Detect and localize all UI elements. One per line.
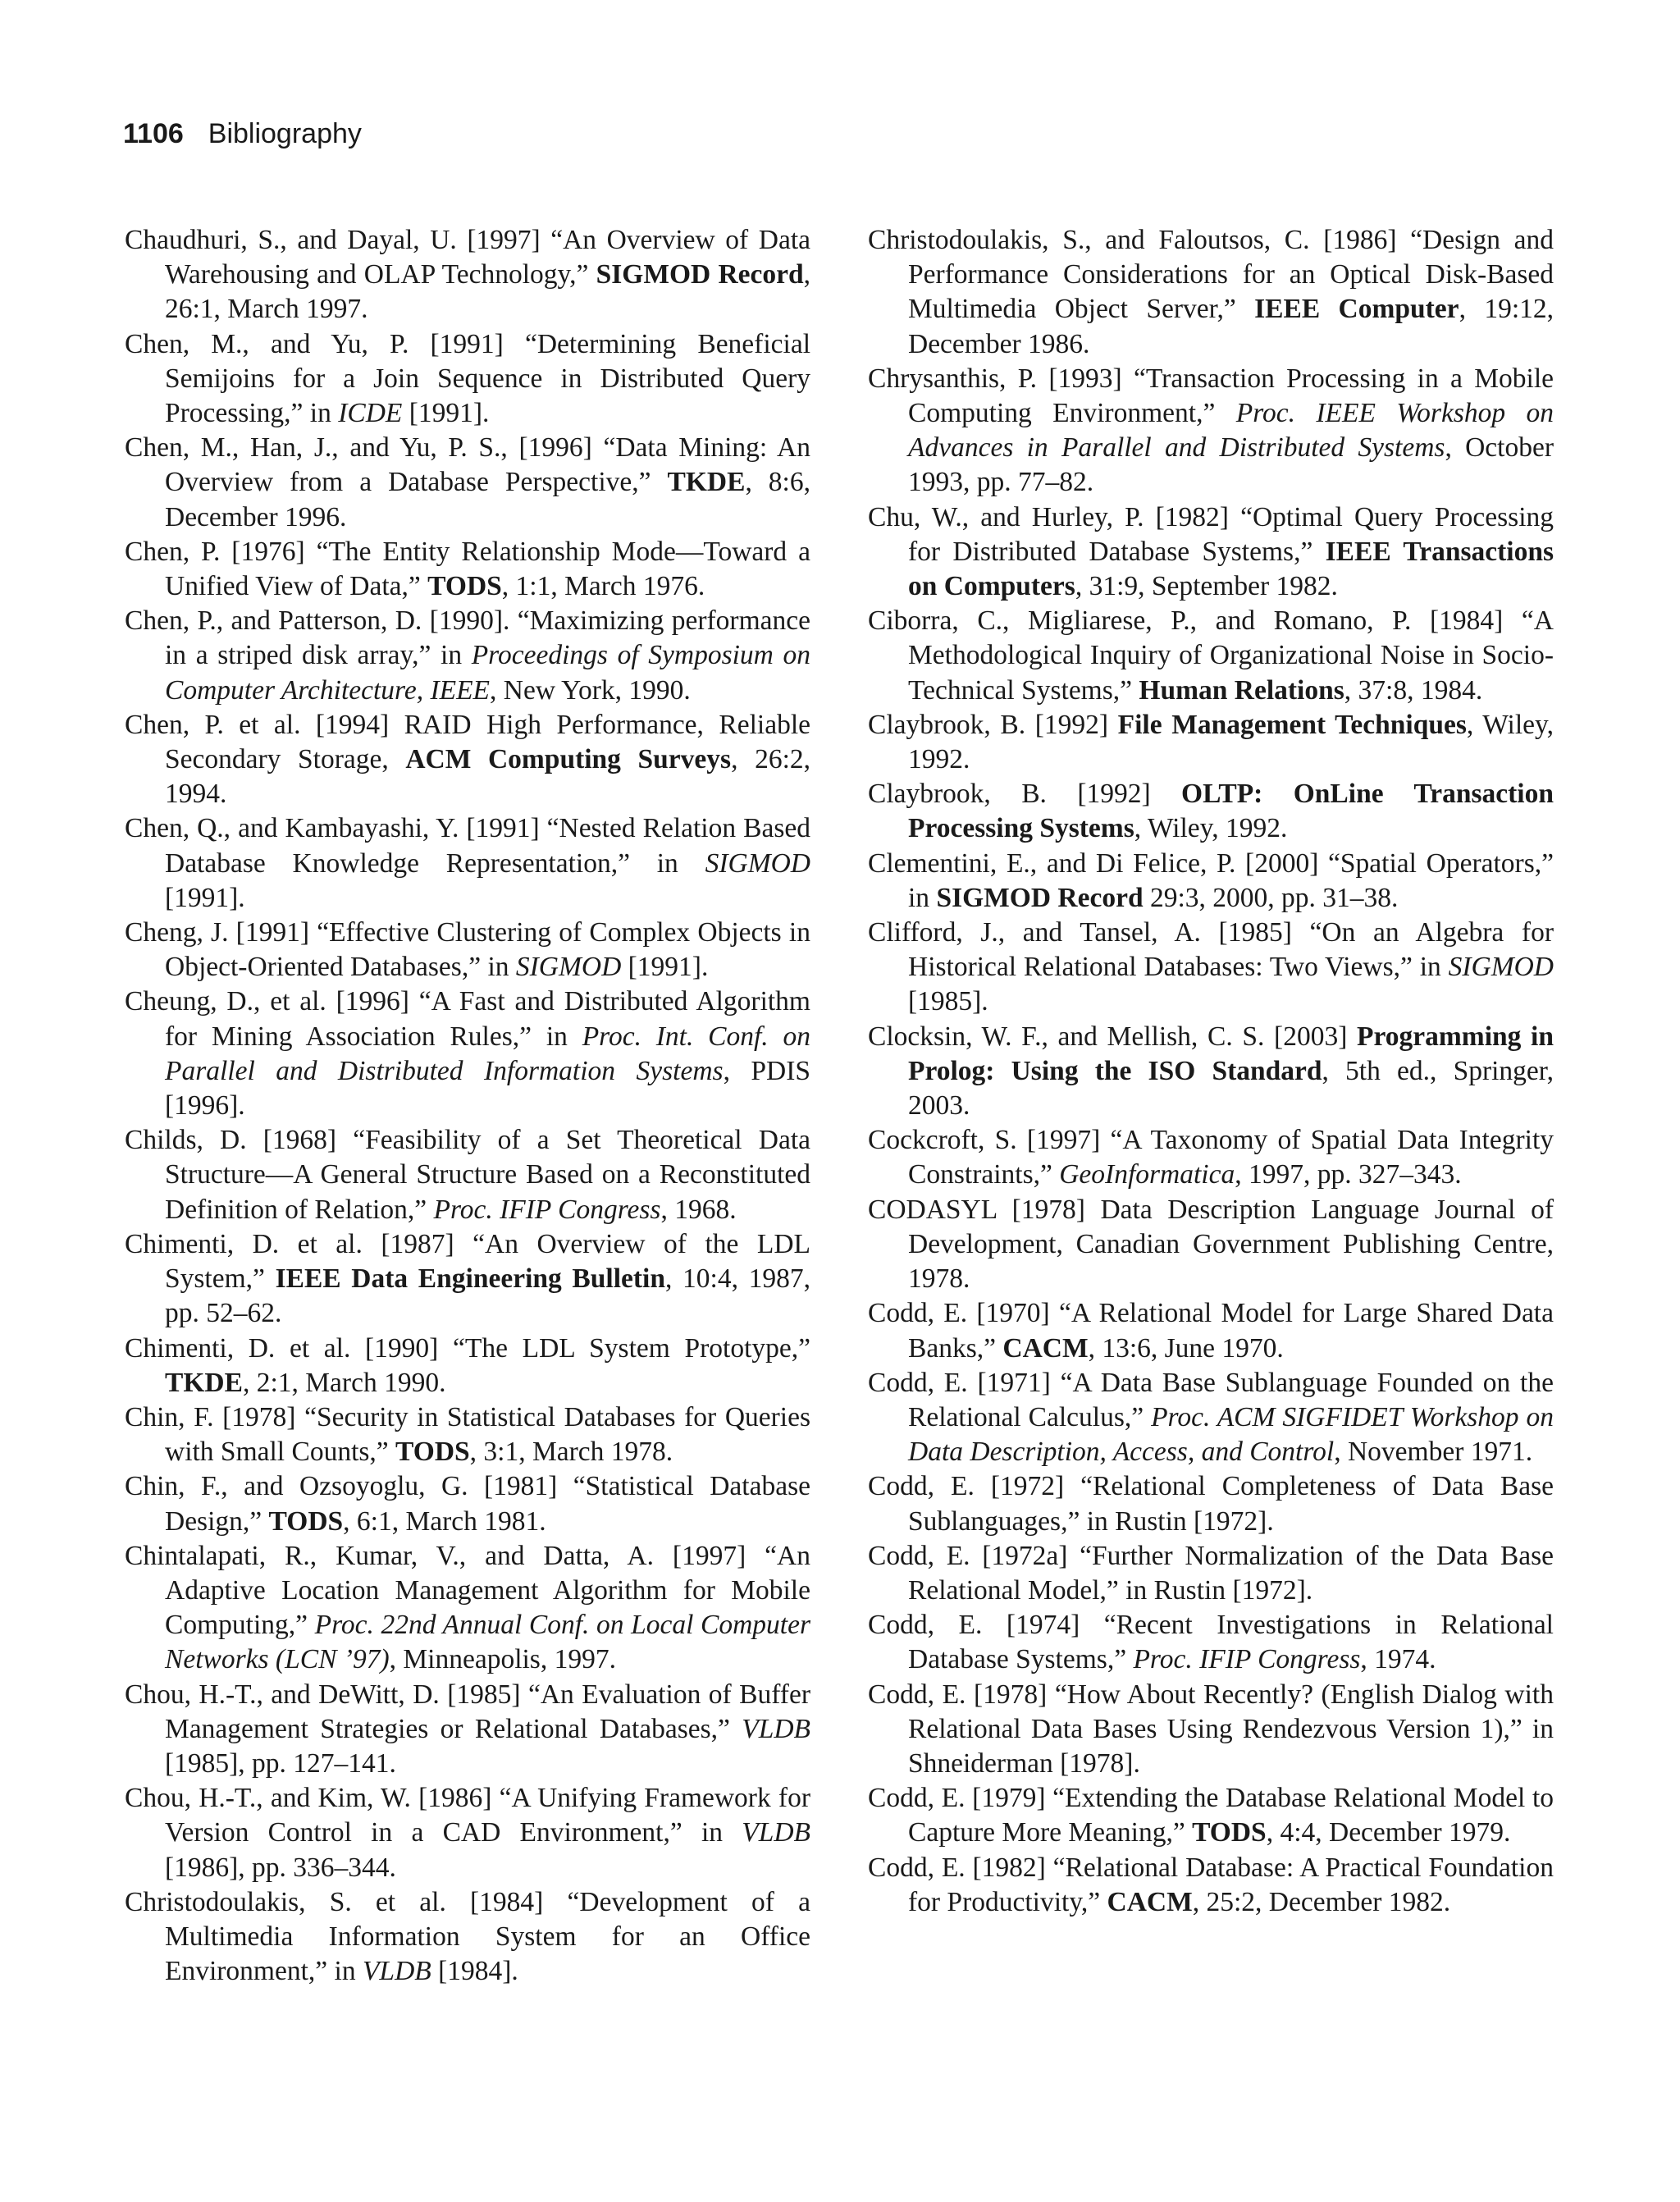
entry-text: Chrysanthis, P. [1993] “Transaction Processing in a Mobile Computing Environment,” [868,363,1554,429]
bibliography-entry [125,535,810,604]
entry-text: [1991]. [402,398,490,429]
bibliography-entry [868,1193,1554,1297]
bibliography-entry [125,1400,810,1469]
entry-text: Cheng, J. [1991] “Effective Clustering of Complex Objects in Object-Oriented Databases,” in [125,917,810,983]
entry-source-italic: VLDB [742,1713,810,1744]
entry-source-bold: ACM Computing Surveys [405,744,732,775]
entry-text: , Minneapolis, 1997. [389,1644,616,1675]
entry-source-bold: Programming in Prolog: Using the ISO Standard [908,1021,1554,1086]
entry-source-bold: Human Relations [1139,674,1344,706]
entry-source-italic: Proc. ACM SIGFIDET Workshop on Data Description, Access, and Control [908,1401,1554,1468]
entry-source-italic: Proc. 22nd Annual Conf. on Local Computer Networks (LCN ’97) [165,1610,811,1675]
entry-text: Claybrook, B. [1992] [868,779,1182,810]
entry-source-bold: TODS [1192,1817,1267,1848]
entry-text: [1985]. [908,986,988,1017]
entry-text: Chen, Q., and Kambayashi, Y. [1991] “Nested Relation Based Database Knowledge Representation,” in [125,813,810,879]
bibliography-entry [868,777,1554,846]
entry-text: [1991]. [165,882,245,913]
entry-text: Christodoulakis, S., and Faloutsos, C. [1986] “Design and Performance Considerations for an Optical Disk-Based Multimedia Object Server,” [868,225,1554,325]
entry-text: , 1997, pp. 327–343. [1235,1159,1462,1190]
entry-source-bold: IEEE Transactions on Computers [908,536,1554,602]
entry-text: Clifford, J., and Tansel, A. [1985] “On an Algebra for Historical Relational Databases: Two Views,” in [868,917,1554,983]
entry-text: Chen, M., Han, J., and Yu, P. S., [1996] “Data Mining: An Overview from a Database Perspective,” [125,432,810,498]
bibliography-entry [868,1296,1554,1365]
bibliography-entry [868,708,1554,777]
entry-text: [1991]. [621,952,709,983]
entry-text: Codd, E. [1982] “Relational Database: A Practical Foundation for Productivity,” [868,1852,1554,1917]
bibliography-entry [868,500,1554,605]
entry-text: , 10:4, 1987, pp. 52–62. [165,1263,810,1329]
entry-text: [1984]. [431,1956,518,1987]
entry-text: Chin, F., and Ozsoyoglu, G. [1981] “Statistical Database Design,” [125,1471,810,1537]
entry-text: Chen, P., and Patterson, D. [1990]. “Maximizing performance in a striped disk array,” in [125,605,810,671]
bibliography-entry [868,1366,1554,1470]
entry-source-italic: ICDE [338,398,403,429]
entry-text: Codd, E. [1978] “How About Recently? (English Dialog with Relational Data Bases Using Rendezvous Version 1),” in Shneiderman [1978]. [868,1679,1554,1779]
bibliography-entry [868,1678,1554,1782]
entry-text: Chaudhuri, S., and Dayal, U. [1997] “An Overview of Data Warehousing and OLAP Technology,” [125,225,810,290]
bibliography-entry [868,1851,1554,1920]
entry-text: Clocksin, W. F., and Mellish, C. S. [2003] [868,1021,1358,1052]
entry-text: Chen, P. [1976] “The Entity Relationship Mode—Toward a Unified View of Data,” [125,536,810,602]
bibliography-entry [125,431,810,535]
entry-source-bold: TODS [395,1437,470,1468]
bibliography-entry [868,604,1554,708]
entry-text: Cockcroft, S. [1997] “A Taxonomy of Spatial Data Integrity Constraints,” [868,1125,1554,1190]
entry-text: Codd, E. [1974] “Recent Investigations in Relational Database Systems,” [868,1610,1554,1675]
entry-text: Chen, M., and Yu, P. [1991] “Determining Beneficial Semijoins for a Join Sequence in Distributed Query Processing,” in [125,328,810,429]
entry-text: , 19:12, December 1986. [908,294,1554,359]
entry-source-italic: SIGMOD [515,952,622,983]
entry-source-bold: IEEE Data Engineering Bulletin [275,1263,665,1295]
entry-source-italic: Proc. IEEE Workshop on Advances in Parallel and Distributed Systems [908,398,1554,464]
entry-source-italic: SIGMOD [705,847,810,879]
entry-text: , 4:4, December 1979. [1266,1817,1511,1848]
entry-text: , 25:2, December 1982. [1192,1886,1451,1917]
bibliography-entry [868,1539,1554,1608]
entry-text: Codd, E. [1979] “Extending the Database Relational Model to Capture More Meaning,” [868,1783,1554,1848]
bibliography-entry [125,1885,810,1990]
entry-text: Claybrook, B. [1992] [868,709,1118,740]
entry-text: [1985], pp. 127–141. [165,1747,396,1779]
bibliography-entry [125,811,810,916]
bibliography-entry [125,1781,810,1885]
entry-text: Codd, E. [1971] “A Data Base Sublanguage Founded on the Relational Calculus,” [868,1367,1554,1432]
entry-text: Chintalapati, R., Kumar, V., and Datta, A. [1997] “An Adaptive Location Management Algorithm for Mobile Computing,” [125,1540,810,1641]
bibliography-column-left [125,223,810,1989]
page-number: 1106 [123,118,184,149]
entry-text: , 37:8, 1984. [1344,674,1483,706]
entry-source-italic: Proceedings of Symposium on Computer Architecture, IEEE [165,640,810,706]
entry-source-bold: CACM [1107,1886,1193,1917]
entry-text: , Wiley, 1992. [908,709,1554,775]
bibliography-column-right [868,223,1554,1920]
entry-text: , 26:1, March 1997. [165,259,810,325]
entry-text: , 1974. [1360,1644,1436,1675]
bibliography-entry [125,1539,810,1678]
bibliography-entry [868,1608,1554,1677]
entry-text: Clementini, E., and Di Felice, P. [2000] “Spatial Operators,” in [868,847,1554,913]
bibliography-entry [868,223,1554,362]
entry-source-italic: GeoInformatica [1059,1159,1235,1190]
entry-text: Chimenti, D. et al. [1987] “An Overview of the LDL System,” [125,1228,810,1295]
entry-text: , Wiley, 1992. [1134,813,1288,844]
running-head: Bibliography [208,118,362,149]
entry-text: , 5th ed., Springer, 2003. [908,1055,1554,1122]
entry-text: Codd, E. [1970] “A Relational Model for Large Shared Data Banks,” [868,1298,1554,1364]
entry-text: , 6:1, March 1981. [343,1505,546,1537]
entry-text: , 13:6, June 1970. [1088,1332,1284,1364]
page-header [123,118,362,158]
entry-text: , New York, 1990. [490,674,691,706]
entry-text: Codd, E. [1972a] “Further Normalization of the Data Base Relational Model,” in Rustin [1972]. [868,1540,1554,1606]
entry-text: Chou, H.-T., and DeWitt, D. [1985] “An Evaluation of Buffer Management Strategies or Relational Databases,” [125,1679,810,1744]
entry-source-bold: CACM [1002,1332,1089,1364]
entry-text: Chou, H.-T., and Kim, W. [1986] “A Unifying Framework for Version Control in a CAD Environment,” in [125,1783,810,1848]
bibliography-entry [868,1469,1554,1538]
entry-text: Childs, D. [1968] “Feasibility of a Set Theoretical Data Structure—A General Structure Based on a Reconstituted Definition of Relation,” [125,1125,810,1225]
entry-text: , November 1971. [1334,1437,1533,1468]
entry-text: Chin, F. [1978] “Security in Statistical Databases for Queries with Small Counts,” [125,1401,810,1468]
bibliography-entry [125,1332,810,1400]
bibliography-entry [125,708,810,812]
entry-source-italic: VLDB [742,1817,810,1848]
entry-source-bold: File Management Techniques [1117,709,1467,740]
bibliography-entry [868,916,1554,1020]
entry-text: Chen, P. et al. [1994] RAID High Performance, Reliable Secondary Storage, [125,709,810,775]
bibliography-entry [125,1469,810,1538]
entry-source-bold: SIGMOD Record [596,259,804,290]
entry-text: , 1:1, March 1976. [501,571,705,602]
entry-source-bold: TKDE [165,1367,243,1398]
entry-source-bold: IEEE Computer [1254,294,1459,325]
entry-text: , 1968. [660,1194,737,1225]
entry-text: Codd, E. [1972] “Relational Completeness of Data Base Sublanguages,” in Rustin [1972]. [868,1471,1554,1537]
entry-text: , PDIS [1996]. [165,1055,810,1122]
bibliography-entry [125,223,810,327]
entry-text: , 31:9, September 1982. [1075,571,1338,602]
entry-text: , 26:2, 1994. [165,744,811,810]
entry-text: , October 1993, pp. 77–82. [908,432,1554,498]
entry-source-italic: Proc. IFIP Congress [433,1194,661,1225]
bibliography-entry [125,1678,810,1782]
entry-text: , 3:1, March 1978. [469,1437,673,1468]
entry-source-bold: TODS [268,1505,344,1537]
bibliography-entry [868,847,1554,916]
entry-text: , 2:1, March 1990. [242,1367,446,1398]
entry-text: Chu, W., and Hurley, P. [1982] “Optimal Query Processing for Distributed Database Systems,” [868,501,1554,567]
entry-text: CODASYL [1978] Data Description Language Journal of Development, Canadian Government Publishing Centre, 1978. [868,1194,1554,1295]
entry-text: 29:3, 2000, pp. 31–38. [1143,882,1399,913]
bibliography-entry [125,1227,810,1332]
bibliography-entry [125,916,810,985]
bibliography-entry [868,362,1554,500]
bibliography-entry [125,1123,810,1227]
entry-text: Ciborra, C., Migliarese, P., and Romano, P. [1984] “A Methodological Inquiry of Organizational Noise in Socio-Technical Systems,” [868,605,1554,706]
bibliography-entry [868,1781,1554,1850]
entry-source-italic: Proc. Int. Conf. on Parallel and Distributed Information Systems [165,1021,810,1086]
entry-source-italic: Proc. IFIP Congress [1133,1644,1361,1675]
entry-source-bold: TKDE [667,467,746,498]
entry-source-bold: OLTP: OnLine Transaction Processing Systems [908,779,1554,844]
bibliography-entry [125,985,810,1123]
entry-source-italic: SIGMOD [1448,952,1554,983]
entry-source-bold: TODS [427,571,502,602]
entry-text: Chimenti, D. et al. [1990] “The LDL System Prototype,” [125,1332,810,1364]
entry-source-italic: VLDB [362,1956,431,1987]
bibliography-entry [868,1123,1554,1192]
bibliography-entry [868,1020,1554,1124]
entry-text: , 8:6, December 1996. [165,467,810,532]
bibliography-entry [125,604,810,708]
entry-text: Cheung, D., et al. [1996] “A Fast and Distributed Algorithm for Mining Association Rules,” in [125,986,810,1052]
bibliography-entry [125,327,810,432]
entry-text: Christodoulakis, S. et al. [1984] “Development of a Multimedia Information System for an Office Environment,” in [125,1886,810,1987]
entry-source-bold: SIGMOD Record [936,882,1144,913]
entry-text: [1986], pp. 336–344. [165,1852,396,1883]
